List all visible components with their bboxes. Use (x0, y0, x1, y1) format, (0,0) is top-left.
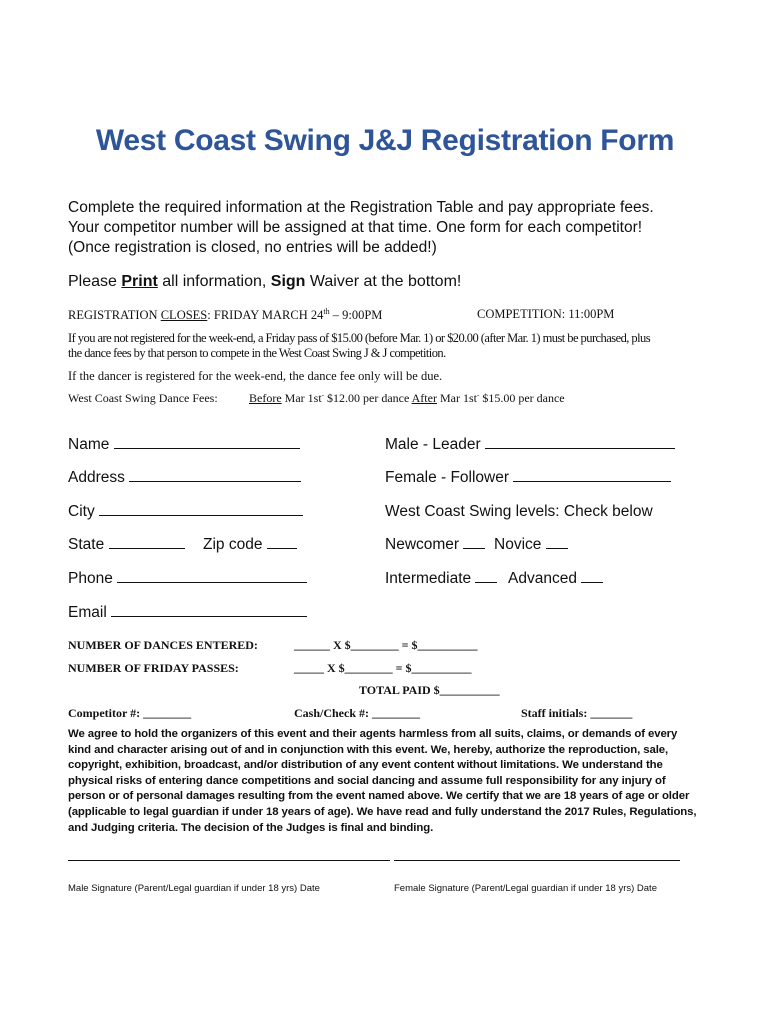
level-newcomer-checkbox[interactable]: Newcomer (385, 536, 485, 554)
state-field[interactable]: State (68, 536, 185, 554)
intro-line-2: Your competitor number will be assigned at that time. One form for each competitor! (68, 219, 643, 236)
level-intermediate-checkbox[interactable]: Intermediate (385, 570, 497, 588)
address-field[interactable]: Address (68, 469, 301, 487)
sign-word: Sign (270, 273, 306, 290)
male-signature-label: Male Signature (Parent/Legal guardian if under 18 yrs) Date (68, 883, 320, 894)
female-signature-line[interactable] (394, 860, 680, 861)
competition-time: COMPETITION: 11:00PM (477, 307, 615, 321)
dances-entered-calc[interactable]: ______ X $________ = $__________ (294, 638, 478, 652)
city-field[interactable]: City (68, 503, 303, 521)
phone-field[interactable]: Phone (68, 570, 307, 588)
level-advanced-checkbox[interactable]: Advanced (508, 570, 603, 588)
cash-check-number[interactable]: Cash/Check #: ________ (294, 706, 421, 720)
staff-initials[interactable]: Staff initials: _______ (521, 706, 633, 720)
male-signature-line[interactable] (68, 860, 390, 861)
level-novice-checkbox[interactable]: Novice (494, 536, 568, 554)
zip-code-field[interactable]: Zip code (203, 536, 297, 554)
print-word: Print (121, 273, 158, 290)
competitor-number[interactable]: Competitor #: ________ (68, 706, 192, 720)
female-signature-label: Female Signature (Parent/Legal guardian if under 18 yrs) Date (394, 883, 657, 894)
registration-closes: REGISTRATION CLOSES: FRIDAY MARCH 24th – 9:00PM (68, 307, 383, 323)
intro-line-1: Complete the required information at the Registration Table and pay appropriate fees. (68, 199, 654, 216)
email-field[interactable]: Email (68, 604, 307, 622)
print-sign-notice: Please Print all information, Sign Waiver at the bottom! (68, 273, 462, 290)
pass-notice-line-2: the dance fees by that person to compete in the West Coast Swing J & J competition. (68, 346, 446, 360)
friday-passes-calc[interactable]: _____ X $________ = $__________ (294, 661, 472, 675)
name-field[interactable]: Name (68, 436, 300, 454)
intro-line-3: (Once registration is closed, no entries will be added!) (68, 239, 437, 256)
female-follower-field[interactable]: Female - Follower (385, 469, 671, 487)
dance-fees-prices: Before Mar 1st- $12.00 per dance After Mar 1st- $15.00 per dance (249, 391, 565, 405)
male-leader-field[interactable]: Male - Leader (385, 436, 675, 454)
total-paid[interactable]: TOTAL PAID $__________ (359, 683, 500, 697)
form-title: West Coast Swing J&J Registration Form (95, 124, 675, 157)
weekend-notice: If the dancer is registered for the week-end, the dance fee only will be due. (68, 369, 443, 383)
pass-notice-line-1: If you are not registered for the week-end, a Friday pass of $15.00 (before Mar. 1) or $20.00 (after Mar. 1) must be purchased, plus (68, 331, 651, 345)
waiver-agreement: We agree to hold the organizers of this event and their agents harmless from all suits, claims, or demands of every kind and character arising out of and in conjunction with this event. We, hereby, authorize the reproduction, sale, copyright, exhibition, broadcast, and/or distribution of any event content without limitations. We understand the physical risks of entering dance competitions and social dancing and assume full responsibility for any injury of person or of personal damages resulting from the event named above. We certify that we are 18 years of age or older (applicable to legal guardian if under 18 years of age). We have read and fully understand the 2017 Rules, Regulations, and Judging criteria. The decision of the Judges is final and binding. (68, 728, 697, 834)
friday-passes-label: NUMBER OF FRIDAY PASSES: (68, 661, 239, 675)
dances-entered-label: NUMBER OF DANCES ENTERED: (68, 638, 258, 652)
dance-fees-label: West Coast Swing Dance Fees: (68, 391, 218, 405)
levels-heading: West Coast Swing levels: Check below (385, 503, 653, 520)
